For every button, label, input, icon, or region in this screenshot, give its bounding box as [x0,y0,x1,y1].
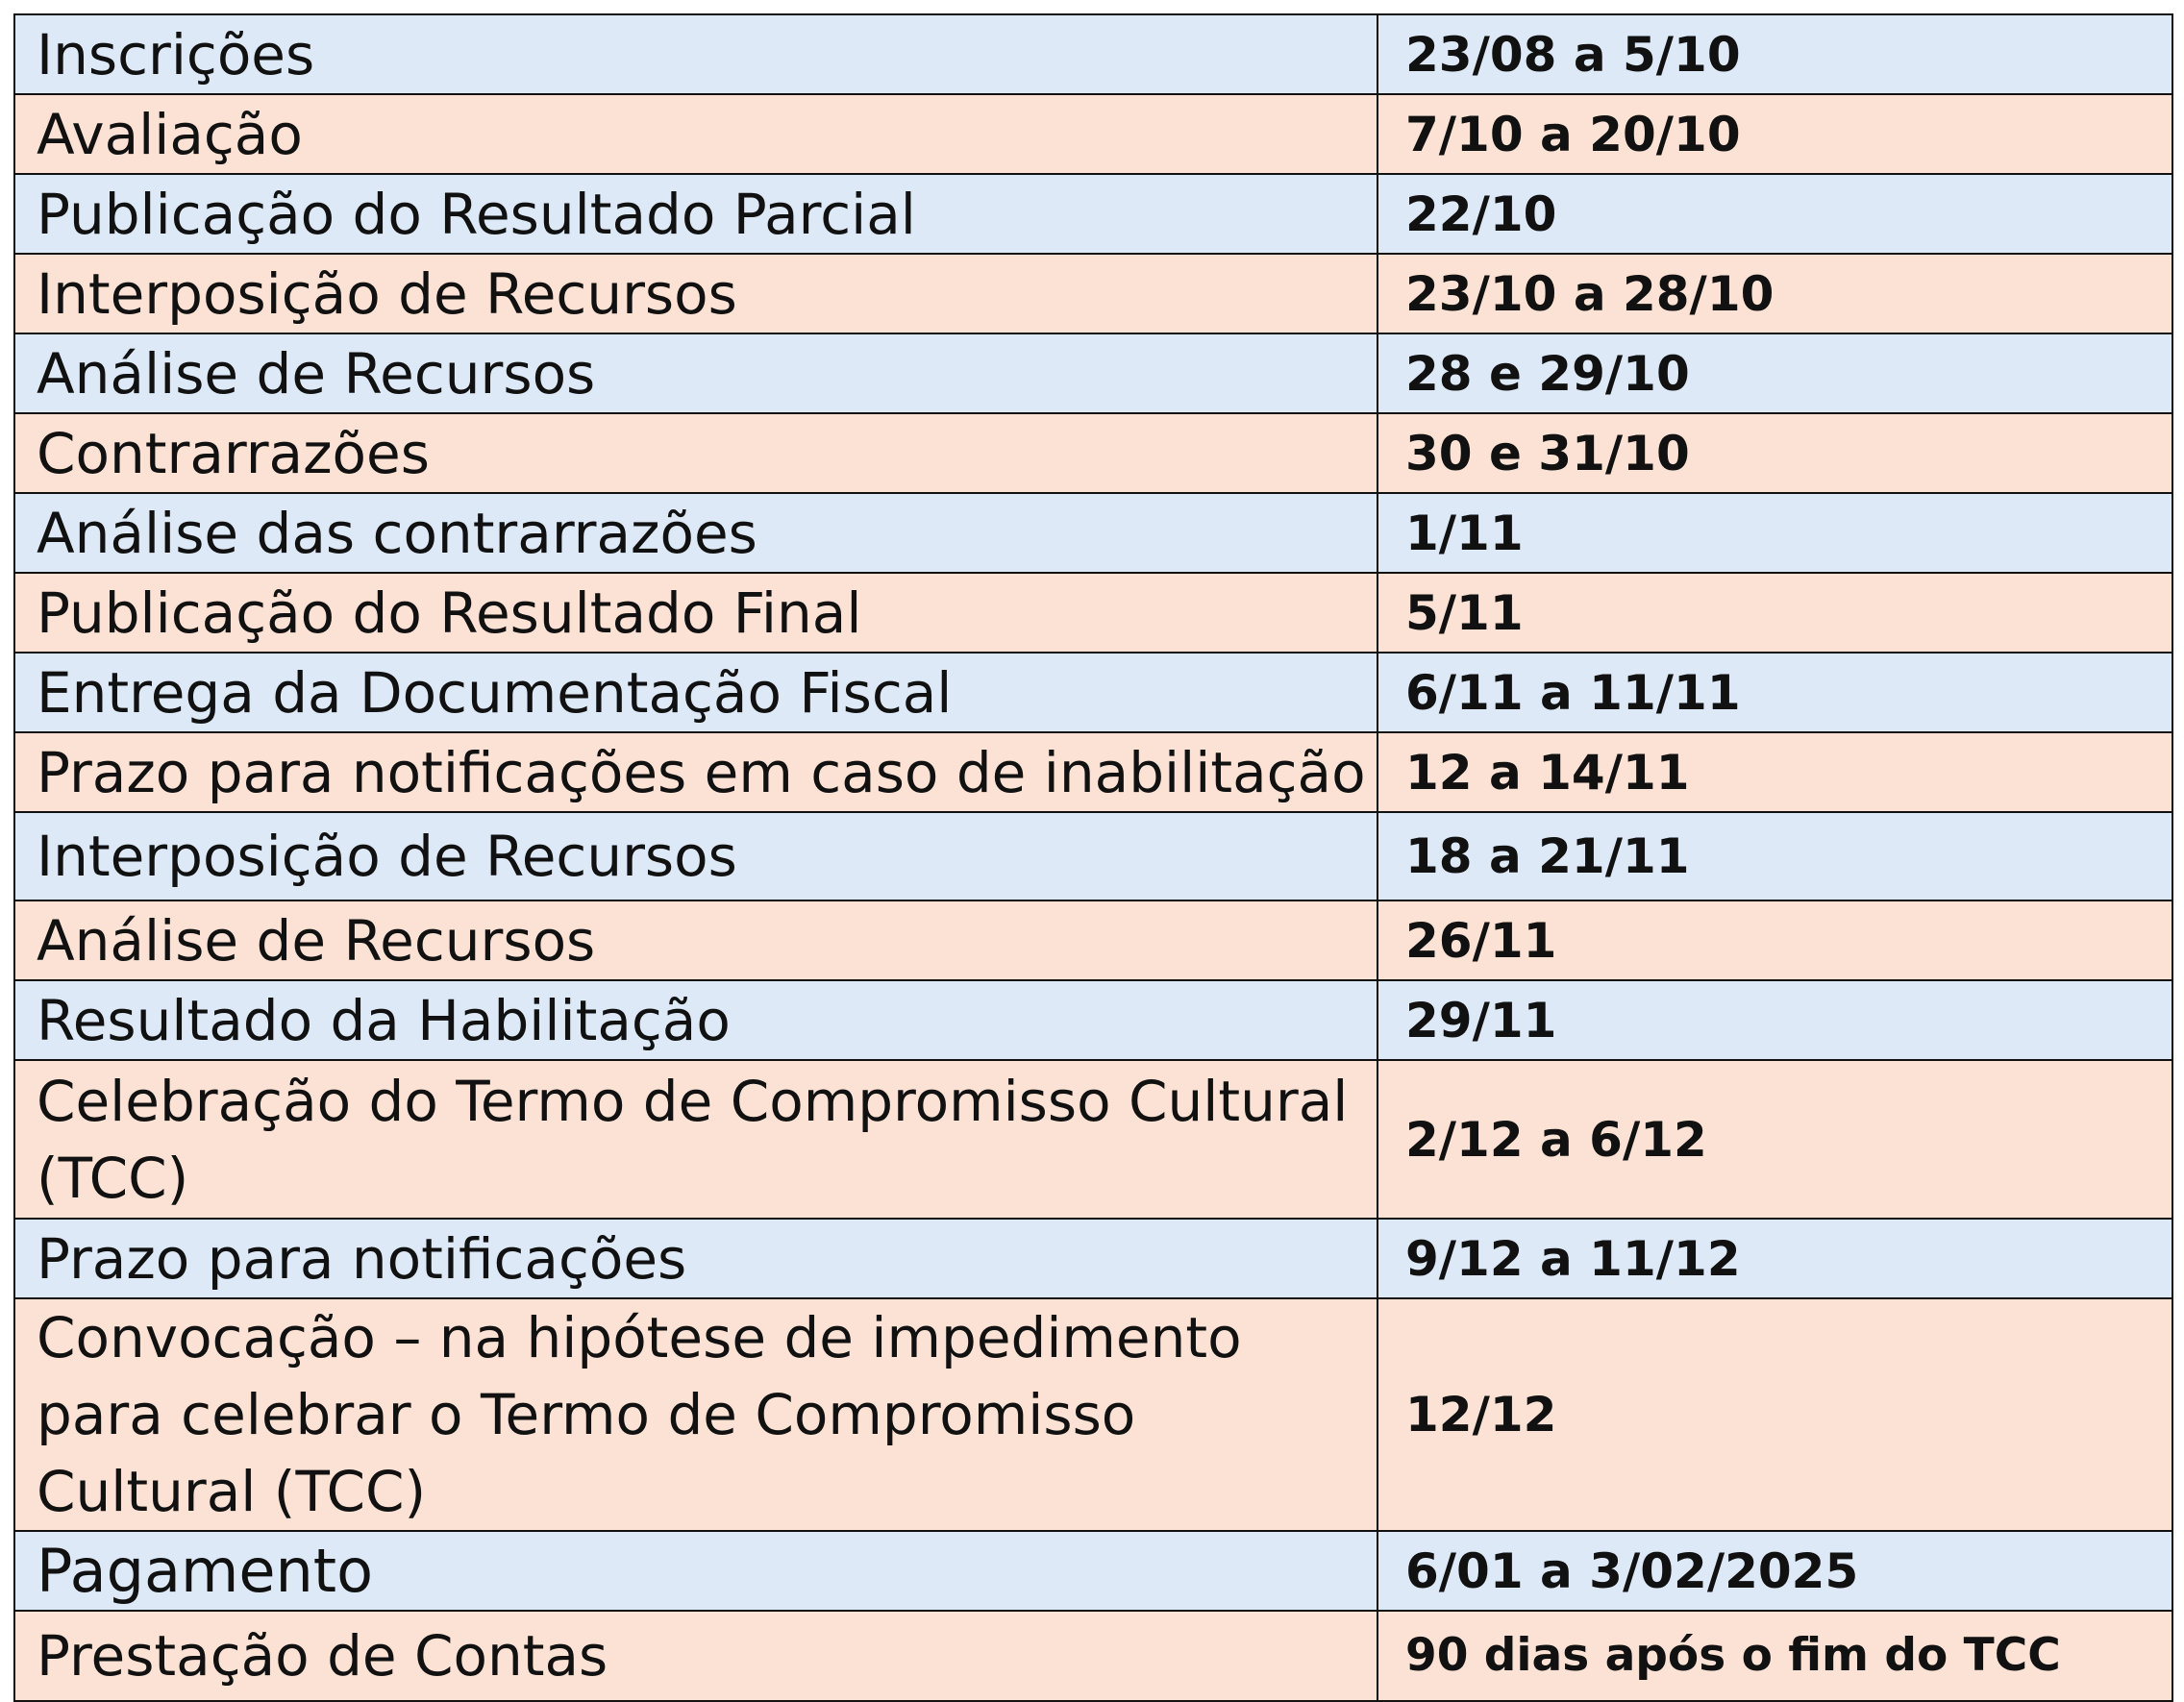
date-cell: 2/12 a 6/12 [1377,1060,2172,1219]
stage-cell: Publicação do Resultado Parcial [14,174,1377,254]
stage-cell: Prazo para notificações em caso de inabilitação [14,732,1377,812]
table-row [14,1298,2172,1531]
table-row [14,1219,2172,1298]
table-row [14,493,2172,573]
table-row [14,1611,2172,1701]
table-row [14,980,2172,1060]
table-row [14,254,2172,333]
date-cell: 28 e 29/10 [1377,333,2172,413]
table-row [14,413,2172,493]
stage-cell: Análise de Recursos [14,900,1377,980]
stage-cell: Prazo para notificações [14,1219,1377,1298]
date-cell: 6/01 a 3/02/2025 [1377,1531,2172,1611]
date-cell: 30 e 31/10 [1377,413,2172,493]
table-row [14,14,2172,94]
date-cell: 5/11 [1377,573,2172,653]
table-row [14,812,2172,900]
date-cell: 90 dias após o fim do TCC [1377,1611,2172,1701]
stage-cell: Análise das contrarrazões [14,493,1377,573]
table-row [14,573,2172,653]
stage-cell: Análise de Recursos [14,333,1377,413]
table-row [14,732,2172,812]
stage-cell: Pagamento [14,1531,1377,1611]
date-cell: 29/11 [1377,980,2172,1060]
table-row [14,94,2172,174]
stage-cell: Interposição de Recursos [14,254,1377,333]
stage-cell: Prestação de Contas [14,1611,1377,1701]
stage-cell: Avaliação [14,94,1377,174]
stage-cell: Contrarrazões [14,413,1377,493]
stage-cell: Resultado da Habilitação [14,980,1377,1060]
date-cell: 12/12 [1377,1298,2172,1531]
stage-cell: Inscrições [14,14,1377,94]
date-cell: 23/10 a 28/10 [1377,254,2172,333]
table-row [14,653,2172,732]
date-cell: 18 a 21/11 [1377,812,2172,900]
table-row [14,333,2172,413]
stage-cell: Publicação do Resultado Final [14,573,1377,653]
table-row [14,1060,2172,1219]
date-cell: 26/11 [1377,900,2172,980]
table-row [14,900,2172,980]
date-cell: 22/10 [1377,174,2172,254]
table-row [14,174,2172,254]
schedule-table [13,13,2173,1702]
date-cell: 12 a 14/11 [1377,732,2172,812]
date-cell: 7/10 a 20/10 [1377,94,2172,174]
date-cell: 9/12 a 11/12 [1377,1219,2172,1298]
stage-cell: Interposição de Recursos [14,812,1377,900]
table-row [14,1531,2172,1611]
stage-cell: Convocação – na hipótese de impedimento para celebrar o Termo de Compromisso Cultural (TCC) [14,1298,1377,1531]
stage-cell: Celebração do Termo de Compromisso Cultural (TCC) [14,1060,1377,1219]
stage-cell: Entrega da Documentação Fiscal [14,653,1377,732]
date-cell: 6/11 a 11/11 [1377,653,2172,732]
date-cell: 1/11 [1377,493,2172,573]
date-cell: 23/08 a 5/10 [1377,14,2172,94]
